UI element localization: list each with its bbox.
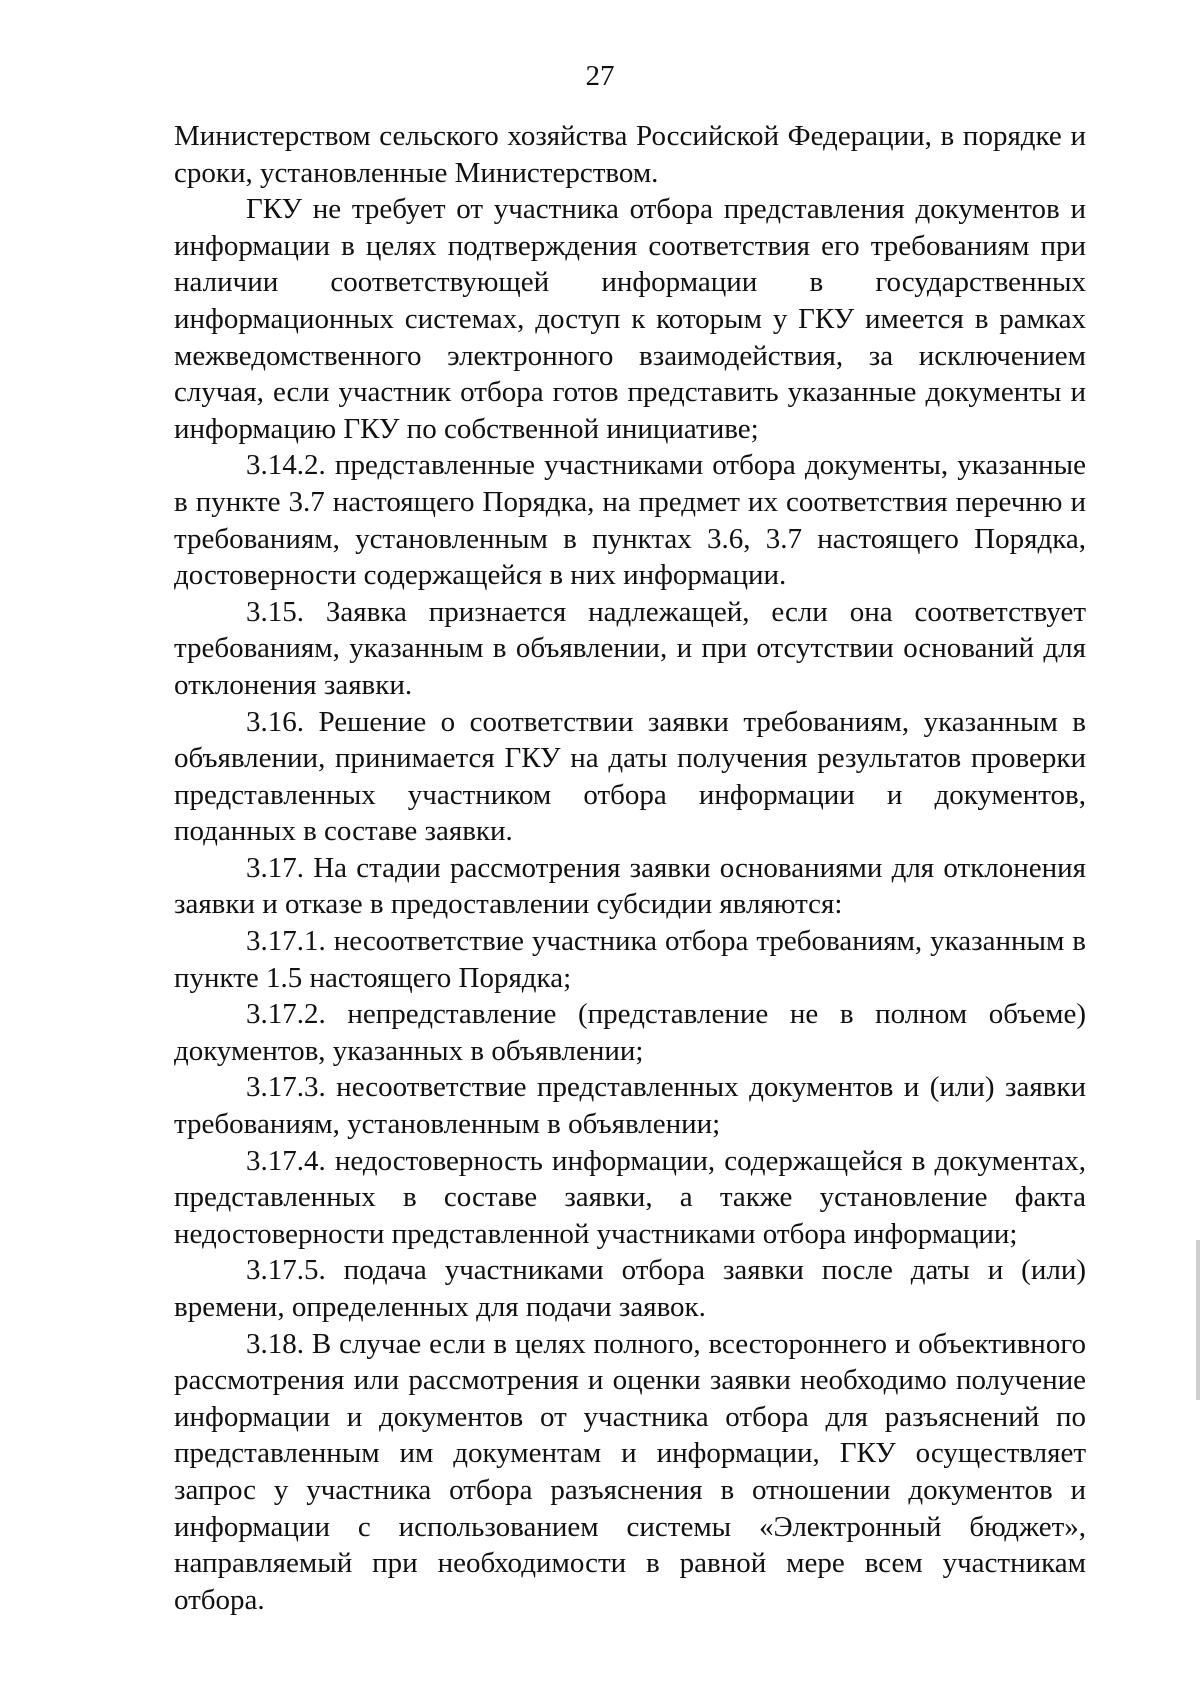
paragraph: 3.17.1. несоответствие участника отбора требованиям, указанным в пункте 1.5 настоящего Порядка; <box>174 925 1086 994</box>
document-body <box>174 118 1086 1618</box>
paragraph: 3.17.2. непредставление (представление не в полном объеме) документов, указанных в объявлении; <box>174 998 1086 1067</box>
paragraph: 3.16. Решение о соответствии заявки требованиям, указанным в объявлении, принимается ГКУ на даты получения результатов проверки представленных участником отбора информации и документов, поданных в составе заявки. <box>174 705 1086 848</box>
paragraph: ГКУ не требует от участника отбора представления документов и информации в целях подтверждения соответствия его требованиям при наличии соответствующей информации в государственных информационных системах, доступ к которым у ГКУ имеется в рамках межведомственного электронного взаимодействия, за исключением случая, если участник отбора готов представить указанные документы и информацию ГКУ по собственной инициативе; <box>174 193 1086 445</box>
paragraph: 3.17.5. подача участниками отбора заявки после даты и (или) времени, определенных для подачи заявок. <box>174 1254 1086 1323</box>
paragraph: 3.17. На стадии рассмотрения заявки основаниями для отклонения заявки и отказе в предоставлении субсидии являются: <box>174 851 1086 921</box>
paragraph: 3.17.4. недостоверность информации, содержащейся в документах, представленных в составе заявки, а также установление факта недостоверности представленной участниками отбора информации; <box>174 1144 1086 1250</box>
paragraph: 3.18. В случае если в целях полного, всестороннего и объективного рассмотрения или рассмотрения и оценки заявки необходимо получение информации и документов от участника отбора для разъяснений по представленным им документам и информации, ГКУ осуществляет запрос у участника отбора разъяснения в отношении документов и информации с использованием системы «Электронный бюджет», направляемый при необходимости в равной мере всем участникам отбора. <box>174 1327 1086 1616</box>
page-number: 27 <box>585 60 615 92</box>
paragraph: 3.17.3. несоответствие представленных документов и (или) заявки требованиям, установленным в объявлении; <box>174 1071 1086 1141</box>
paragraph: 3.15. Заявка признается надлежащей, если она соответствует требованиям, указанным в объявлении, и при отсутствии оснований для отклонения заявки. <box>174 595 1086 701</box>
paragraph: Министерством сельского хозяйства Российской Федерации, в порядке и сроки, установленные Министерством. <box>174 120 1086 189</box>
scan-edge-mark <box>1196 1240 1200 1400</box>
paragraph: 3.14.2. представленные участниками отбора документы, указанные в пункте 3.7 настоящего Порядка, на предмет их соответствия перечню и требованиям, установленным в пунктах 3.6, 3.7 настоящего Порядка, достоверности содержащейся в них информации. <box>174 449 1086 592</box>
